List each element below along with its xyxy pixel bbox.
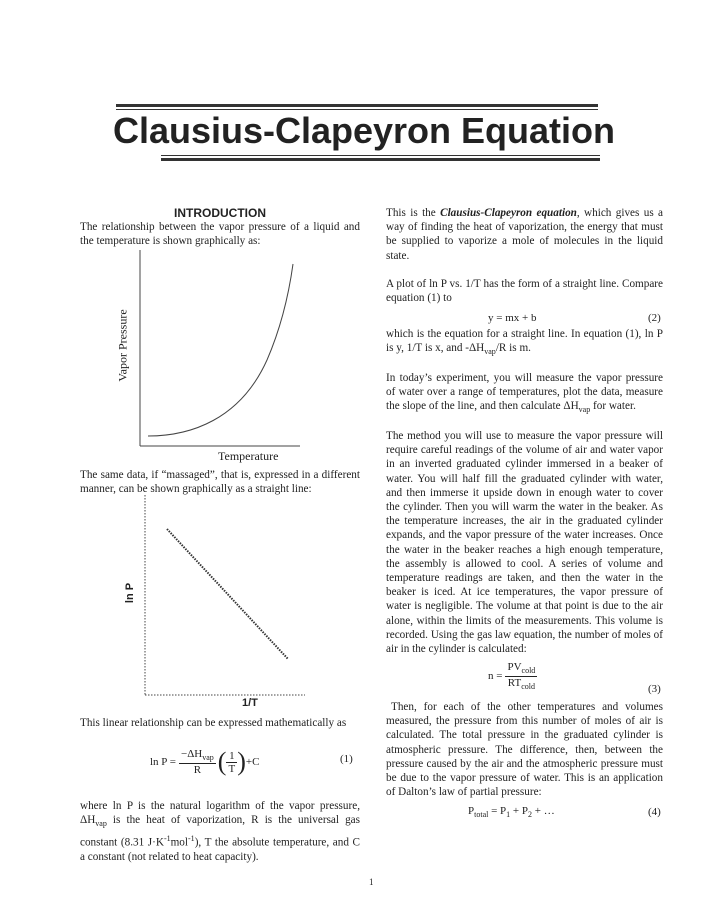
eq1-tail: +C: [245, 756, 260, 768]
eq3-num: PV: [507, 661, 522, 674]
eq3-lhs: n =: [488, 670, 503, 682]
eq1-num: −ΔH: [180, 748, 203, 761]
eq3-den-sub: cold: [521, 681, 535, 691]
straight-line-paragraph: which is the equation for a straight line. In equation (1), ln P is y, 1/T is x, and $-\Delta H_{vap}/R$ is m.: [386, 328, 663, 357]
dalton-paragraph: Then, for each of the other temperatures and volumes measured, the pressure from this number of moles of air is calculated. The total pressure in the graduated cylinder is atmospheric pressure. The difference, then, between the pressure caused by the air and the atmospheric pressure must be due to the vapor pressure of water. This is an application of Dalton’s law of partial pressure:: [386, 701, 663, 799]
linear-relationship-paragraph: This linear relationship can be expressed mathematically as: [80, 717, 347, 729]
eq2-number: (2): [648, 312, 661, 324]
plot-paragraph: A plot of ln P vs. 1/T has the form of a straight line. Compare equation (1) to: [386, 278, 663, 305]
method-paragraph: The method you will use to measure the vapor pressure will require careful readings of the volume of air and water vapor in an inverted graduated cylinder immersed in a beaker of water. You will half fill the graduated cylinder with water, and then immerse it upside down in enough water to cover the cylinder. Then you will warm the water in the beaker. As the temperature increases, the air in the graduated cylinder expands, and the vapor pressure of the water increases. Once the water in the beaker reaches a high enough temperature, the assembly is allowed to cool. A series of volume and temperature readings are taken, and then the water in the beaker is iced. At ice temperatures, the vapor pressure of water is negligible. The volume at that point is due to the air alone, within the limits of the measurements. This volume is recorded. Using the gas law equation, the number of moles of air in the cylinder is calculated:: [386, 430, 663, 656]
eq3-fraction: [505, 661, 537, 690]
vapor-pressure-plot: [100, 250, 310, 470]
eq1-fraction: [179, 748, 216, 775]
eq3-number: (3): [648, 683, 661, 695]
definition-paragraph: This is the Clausius-Clapeyron equation, which gives us a way of finding the heat of vaporization, the energy that must be supplied to vaporize a mole of molecules in the liquid state.: [386, 207, 663, 262]
graph2-y-label: ln P: [124, 582, 136, 604]
equation-1: [150, 745, 259, 779]
eq1-fraction-2: [226, 750, 237, 775]
title-rule-top-thick: [116, 104, 598, 107]
page-number: 1: [369, 877, 374, 887]
eq1-number: (1): [340, 753, 353, 765]
experiment-paragraph: In today’s experiment, you will measure the vapor pressure of water over a range of temperatures, plot the data, measure the slope of the line, and then calculate $\Delta H_{vap}$ for water.: [386, 372, 663, 415]
eq3-den: RT: [507, 676, 522, 689]
eq1-frac2-num: 1: [226, 750, 237, 763]
eq4-number: (4): [648, 806, 661, 818]
eq1-paren-open: (: [217, 747, 227, 776]
page-title: Clausius-Clapeyron Equation: [112, 110, 616, 151]
equation-3: [488, 659, 537, 693]
title-rule-bottom-thin: [161, 155, 600, 156]
eq1-frac2-den: T: [228, 762, 236, 775]
eq3-num-sub: cold: [521, 666, 536, 676]
intro-paragraph: The relationship between the vapor pressure of a liquid and the temperature is shown graphically as:: [80, 221, 360, 248]
eq1-paren-close: ): [237, 747, 246, 776]
equation-2: y = mx + b: [488, 312, 537, 324]
eq1-num-sub: vap: [202, 753, 214, 763]
eq1-lhs: ln P =: [150, 756, 176, 768]
equation-4: $P_{total} = P_1 + P_2$ + …: [468, 805, 555, 820]
graph1-x-label: Temperature: [218, 449, 279, 463]
lnp-plot: [110, 495, 310, 715]
section-heading: INTRODUCTION: [174, 206, 266, 220]
graph1-y-label: Vapor Pressure: [115, 309, 130, 382]
graph2-x-label: 1/T: [242, 697, 258, 709]
eq1-den: R: [193, 763, 202, 776]
definitions-paragraph: where ln P is the natural logarithm of the vapor pressure, $\Delta H_{vap}$ is the heat of vaporization, R is the universal gas constant (8.31 $J\cdot K^{-1}mol^{-1}$), T the absolute temperature, and C a constant (not related to heat capacity).: [80, 800, 360, 863]
lnp-graph: [110, 495, 310, 715]
vapor-pressure-graph: [100, 250, 310, 470]
massaged-paragraph: The same data, if “massaged”, that is, expressed in a different manner, can be shown graphically as a straight line:: [80, 469, 360, 496]
title-rule-bottom-thick: [161, 158, 600, 161]
